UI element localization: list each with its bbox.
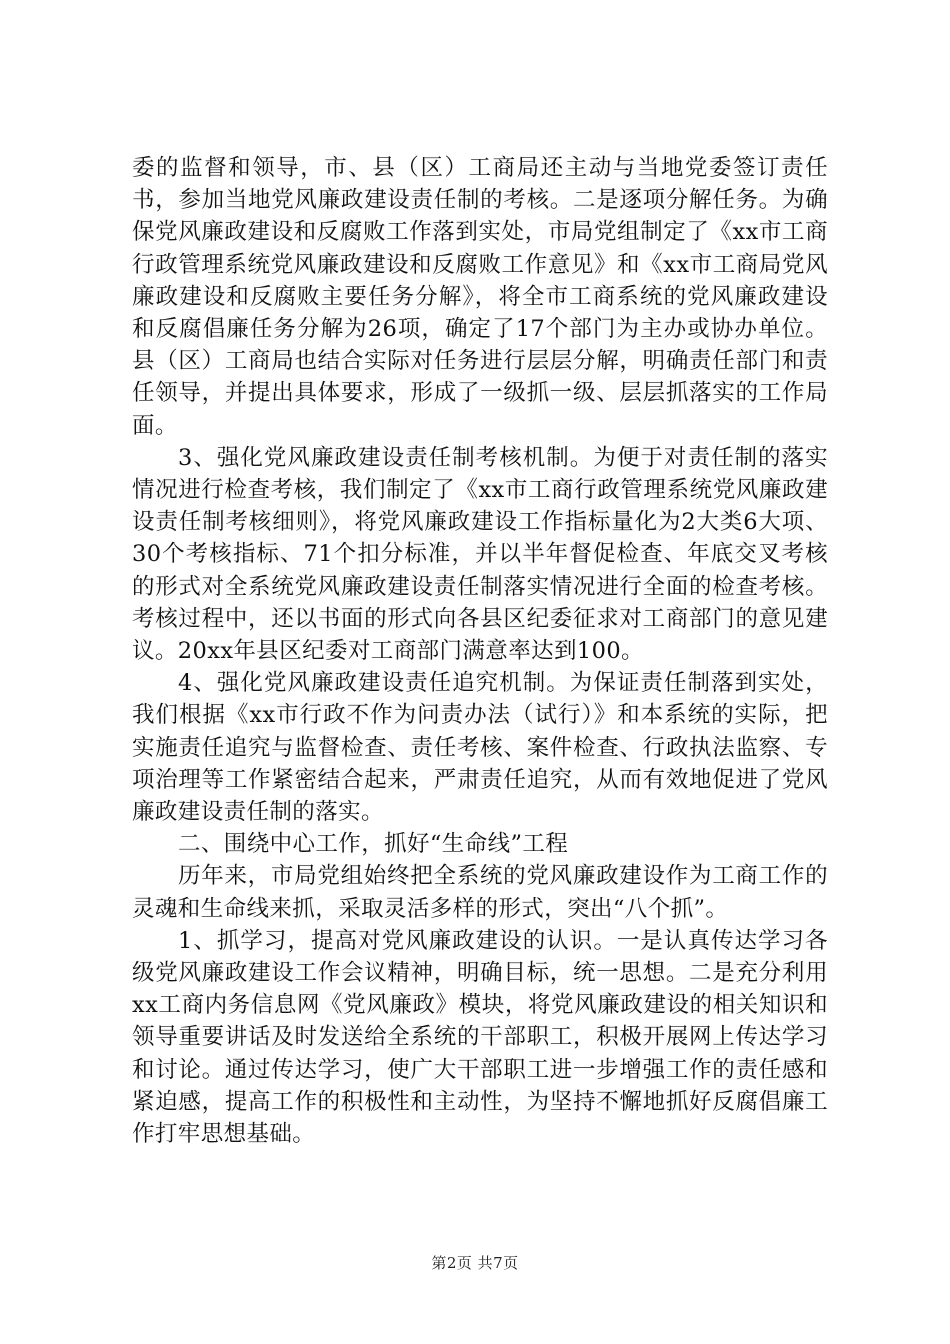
paragraph-section-3: 3、强化党风廉政建设责任制考核机制。为便于对责任制的落实情况进行检查考核，我们制定了《xx市工商行政管理系统党风廉政建设责任制考核细则》，将党风廉政建设工作指标量化为2大类6大项、30个考核指标、71个扣分标准，并以半年督促检查、年底交叉考核的形式对全系统党风廉政建设责任制落实情况进行全面的检查考核。考核过程中，还以书面的形式向各县区纪委征求对工商部门的意见建议。20xx年县区纪委对工商部门满意率达到100。	[132, 444, 828, 665]
paragraph-section-4: 4、强化党风廉政建设责任追究机制。为保证责任制落到实处，我们根据《xx市行政不作为问责办法（试行）》和本系统的实际，把实施责任追究与监督检查、责任考核、案件检查、行政执法监察、专项治理等工作紧密结合起来，严肃责任追究，从而有效地促进了党风廉政建设责任制的落实。	[132, 670, 828, 826]
section-heading-2: 二、围绕中心工作，抓好“生命线”工程	[178, 831, 569, 858]
paragraph-intro: 历年来，市局党组始终把全系统的党风廉政建设作为工商工作的灵魂和生命线来抓，采取灵活多样的形式，突出“八个抓”。	[132, 863, 828, 922]
paragraph-item-1: 1、抓学习，提高对党风廉政建设的认识。一是认真传达学习各级党风廉政建设工作会议精神，明确目标，统一思想。二是充分利用xx工商内务信息网《党风廉政》模块，将党风廉政建设的相关知识和领导重要讲话及时发送给全系统的干部职工，积极开展网上传达学习和讨论。通过传达学习，使广大干部职工进一步增强工作的责任感和紧迫感，提高工作的积极性和主动性，为坚持不懈地抓好反腐倡廉工作打牢思想基础。	[132, 927, 828, 1148]
page-number-footer: 第2页 共7页	[431, 1254, 519, 1272]
paragraph-continuation: 委的监督和领导，市、县（区）工商局还主动与当地党委签订责任书，参加当地党风廉政建设责任制的考核。二是逐项分解任务。为确保党风廉政建设和反腐败工作落到实处，市局党组制定了《xx市工商行政管理系统党风廉政建设和反腐败工作意见》和《xx市工商局党风廉政建设和反腐败主要任务分解》，将全市工商系统的党风廉政建设和反腐倡廉任务分解为26项，确定了17个部门为主办或协办单位。县（区）工商局也结合实际对任务进行层层分解，明确责任部门和责任领导，并提出具体要求，形成了一级抓一级、层层抓落实的工作局面。	[132, 155, 828, 439]
document-body	[132, 152, 828, 1150]
